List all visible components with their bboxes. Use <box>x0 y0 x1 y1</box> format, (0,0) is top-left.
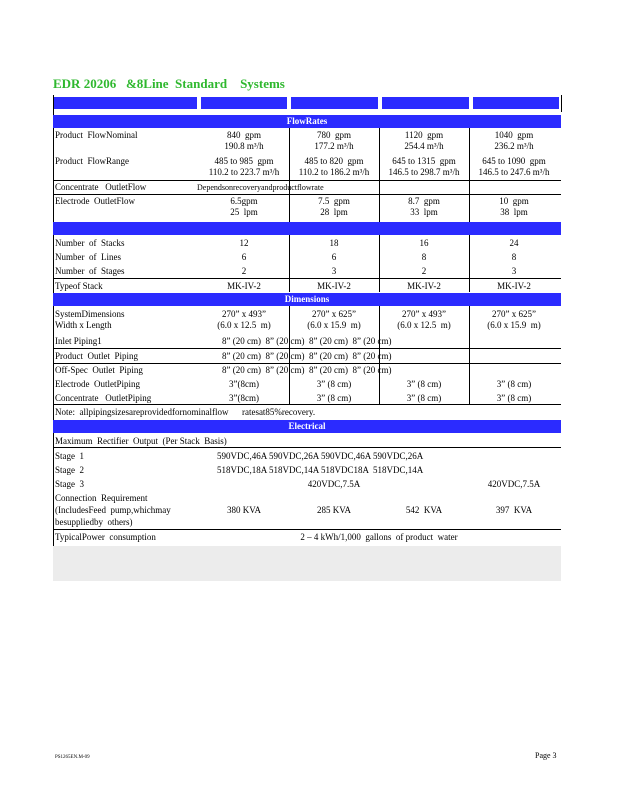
row-label: besuppliedby others) <box>55 517 133 527</box>
table-cell: 24 <box>509 238 519 248</box>
table-cell: 3” (8 cm) <box>496 379 532 389</box>
table-cell: 270” x 493” <box>402 309 446 319</box>
row-label: Stage 2 <box>55 465 84 475</box>
page-title: EDR 20206 &8Line Standard Systems <box>53 76 285 91</box>
row-label: Product FlowNominal <box>55 130 138 140</box>
table-cell: 2 – 4 kWh/1,000 gallons of product water <box>300 532 458 542</box>
header-block <box>473 97 559 109</box>
table-left-border <box>53 95 54 581</box>
table-cell: 28 lpm <box>320 207 348 217</box>
table-cell: (6.0 x 12.5 m) <box>397 320 451 330</box>
table-cell: 380 KVA <box>226 505 262 515</box>
table-cell: 3 <box>511 266 517 276</box>
row-label: Concentrate OutletFlow <box>55 182 147 192</box>
row-label: TypicalPower consumption <box>55 532 156 542</box>
row-label: Product Outlet Piping <box>55 351 138 361</box>
table-cell: 8” (20 cm) 8” (20 cm) 8” (20 cm) 8” (20 cm) <box>222 336 392 346</box>
table-cell: 542 KVA <box>405 505 443 515</box>
section-band-empty <box>53 222 561 235</box>
row-divider <box>53 404 561 405</box>
document-code: PS1265EN.M-09 <box>55 755 90 760</box>
table-cell: 25 lpm <box>230 207 258 217</box>
table-cell: 8 <box>421 252 427 262</box>
table-cell: 270” x 625” <box>492 309 536 319</box>
table-cell: MK-IV-2 <box>407 281 441 291</box>
table-cell: 12 <box>239 238 249 248</box>
table-cell: MK-IV-2 <box>317 281 351 291</box>
table-cell: 8” (20 cm) 8” (20 cm) 8” (20 cm) 8” (20 cm) <box>222 365 392 375</box>
table-cell: 6 <box>241 252 247 262</box>
row-divider <box>53 278 561 279</box>
row-divider <box>53 447 561 448</box>
table-cell: 780 gpm <box>316 130 352 140</box>
column-divider <box>379 128 380 222</box>
table-cell: 6.5gpm <box>230 196 258 206</box>
row-label: Number of Lines <box>55 252 121 262</box>
section-electrical: Electrical <box>53 420 561 433</box>
table-cell: 18 <box>329 238 339 248</box>
row-divider <box>53 180 561 181</box>
row-label: Number of Stacks <box>55 238 125 248</box>
table-cell: 270” x 625” <box>312 309 356 319</box>
row-label: SystemDimensions <box>55 309 125 319</box>
table-cell: 3” (8 cm) <box>316 379 352 389</box>
section-dimensions: Dimensions <box>53 293 561 306</box>
column-divider <box>469 306 470 404</box>
table-cell: 3” (8 cm) <box>406 379 442 389</box>
table-cell: 6 <box>331 252 337 262</box>
column-divider <box>379 235 380 292</box>
table-cell: 236.2 m³/h <box>494 141 534 151</box>
section-flow-rates: FlowRates <box>53 115 561 128</box>
row-label: Width x Length <box>55 320 112 330</box>
table-cell: 397 KVA <box>495 505 533 515</box>
table-cell: 1120 gpm <box>404 130 444 140</box>
table-cell: 3”(8cm) <box>229 379 259 389</box>
table-cell: 254.4 m³/h <box>404 141 444 151</box>
table-cell: 146.5 to 298.7 m³/h <box>388 167 460 177</box>
table-cell: 3”(8cm) <box>229 393 259 403</box>
table-cell: 645 to 1090 gpm <box>482 156 546 166</box>
row-divider <box>53 348 561 349</box>
row-label: Connection Requirement <box>55 493 148 503</box>
header-block <box>382 97 469 109</box>
table-cell: MK-IV-2 <box>227 281 261 291</box>
header-block <box>291 97 378 109</box>
table-cell: 33 lpm <box>410 207 438 217</box>
table-cell: 3” (8 cm) <box>406 393 442 403</box>
column-divider <box>469 128 470 222</box>
table-cell: 110.2 to 223.7 m³/h <box>208 167 280 177</box>
table-cell: 590VDC,46A 590VDC,26A 590VDC,46A 590VDC,26A <box>217 451 424 461</box>
table-cell: 177.2 m³/h <box>314 141 354 151</box>
table-cell: 645 to 1315 gpm <box>392 156 456 166</box>
table-cell: 8.7 gpm <box>408 196 440 206</box>
table-cell: MK-IV-2 <box>497 281 531 291</box>
empty-row <box>53 546 561 581</box>
row-label: Number of Stages <box>55 266 125 276</box>
table-right-border <box>561 95 562 112</box>
row-label: Off-Spec Outlet Piping <box>55 365 143 375</box>
page-number: Page 3 <box>535 751 557 760</box>
table-cell: 420VDC,7.5A <box>307 479 361 489</box>
row-label: Stage 1 <box>55 451 84 461</box>
table-cell: Dependsonrecoveryandproductflowrate <box>197 183 324 192</box>
table-cell: (6.0 x 15.9 m) <box>307 320 361 330</box>
table-cell: 420VDC,7.5A <box>487 479 541 489</box>
table-cell: 285 KVA <box>316 505 352 515</box>
table-cell: 518VDC,18A 518VDC,14A 518VDC18A 518VDC,14A <box>217 465 424 475</box>
header-block <box>201 97 287 109</box>
table-cell: (6.0 x 15.9 m) <box>487 320 541 330</box>
column-divider <box>289 128 290 222</box>
column-divider <box>469 235 470 292</box>
row-divider <box>53 194 561 195</box>
row-label: Stage 3 <box>55 479 84 489</box>
table-cell: 3 <box>331 266 337 276</box>
row-label: Inlet Piping1 <box>55 336 102 346</box>
table-cell: 10 gpm <box>499 196 529 206</box>
table-cell: 7.5 gpm <box>318 196 350 206</box>
table-cell: 840 gpm <box>226 130 262 140</box>
table-cell: 485 to 985 gpm <box>214 156 274 166</box>
row-label: Typeof Stack <box>55 281 103 291</box>
header-block <box>53 97 197 109</box>
table-cell: 2 <box>241 266 247 276</box>
row-label: Electrode OutletFlow <box>55 196 135 206</box>
row-label: Product FlowRange <box>55 156 129 166</box>
table-cell: 8 <box>511 252 517 262</box>
row-divider <box>53 363 561 364</box>
row-divider <box>53 529 561 530</box>
table-cell: 270” x 493” <box>222 309 266 319</box>
table-cell: 1040 gpm <box>494 130 534 140</box>
table-cell: 146.5 to 247.6 m³/h <box>478 167 550 177</box>
row-label: (IncludesFeed pump,whichmay <box>55 505 171 515</box>
table-cell: 485 to 820 gpm <box>304 156 364 166</box>
table-cell: 190.8 m³/h <box>224 141 264 151</box>
table-cell: 3” (8 cm) <box>316 393 352 403</box>
table-cell: 110.2 to 186.2 m³/h <box>298 167 370 177</box>
note-text: Note: allpipingsizesareprovidedfornominalflow ratesat85%recovery. <box>55 407 316 417</box>
table-cell: (6.0 x 12.5 m) <box>217 320 271 330</box>
column-divider <box>289 235 290 292</box>
row-label: Concentrate OutletPiping <box>55 393 152 403</box>
row-label: Electrode OutletPiping <box>55 379 140 389</box>
header-bar <box>53 95 561 112</box>
table-cell: 2 <box>421 266 427 276</box>
row-label: Maximum Rectifier Output (Per Stack Basis) <box>55 436 227 446</box>
table-cell: 8” (20 cm) 8” (20 cm) 8” (20 cm) 8” (20 cm) <box>222 351 392 361</box>
table-cell: 3” (8 cm) <box>496 393 532 403</box>
table-cell: 16 <box>419 238 429 248</box>
table-cell: 38 lpm <box>500 207 528 217</box>
